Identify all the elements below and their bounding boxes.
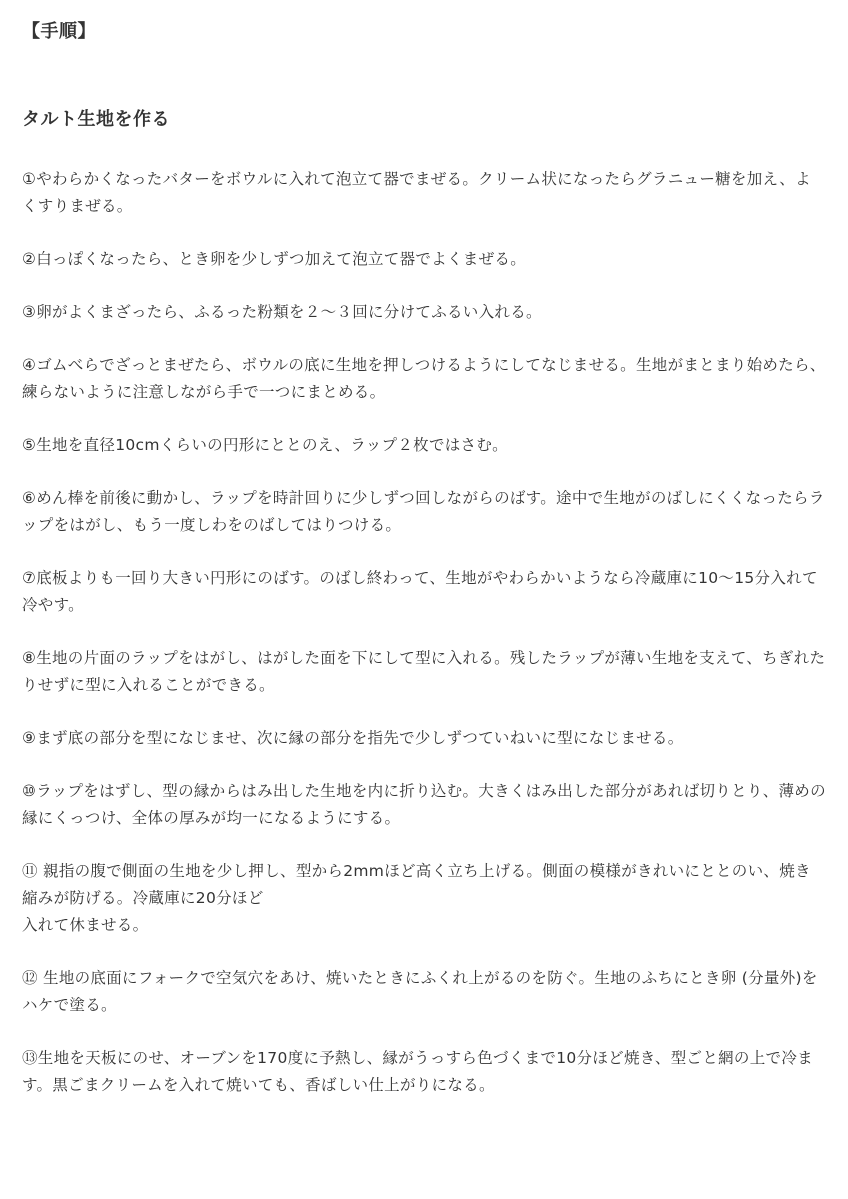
procedure-heading: 【手順】 [22,21,96,42]
step-5: ⑤生地を直径10cmくらいの円形にととのえ、ラップ２枚ではさむ。 [22,436,508,454]
step-7: ⑦底板よりも一回り大きい円形にのばす。のばし終わって、生地がやわらかいようなら冷蔵庫に10〜15分入れて冷やす。 [22,569,818,614]
step-13: ⑬生地を天板にのせ、オーブンを170度に予熱し、縁がうっすら色づくまで10分ほど焼き、型ごと網の上で冷ます。黒ごまクリームを入れて焼いても、香ばしい仕上がりになる。 [22,1049,813,1094]
step-6: ⑥めん棒を前後に動かし、ラップを時計回りに少しずつ回しながらのばす。途中で生地がのばしにくくなったらラップをはがし、もう一度しわをのばしてはりつける。 [22,489,825,534]
step-12: ⑫ 生地の底面にフォークで空気穴をあけ、焼いたときにふくれ上がるのを防ぐ。生地のふちにとき卵 (分量外)をハケで塗る。 [22,969,818,1014]
step-3: ③卵がよくまざったら、ふるった粉類を２〜３回に分けてふるい入れる。 [22,303,542,321]
step-11: ⑪ 親指の腹で側面の生地を少し押し、型から2mmほど高く立ち上げる。側面の模様がきれいにととのい、焼き縮みが防げる。冷蔵庫に20分ほど 入れて休ませる。 [22,862,811,934]
step-8: ⑧生地の片面のラップをはがし、はがした面を下にして型に入れる。残したラップが薄い生地を支えて、ちぎれたりせずに型に入れることができる。 [22,649,826,694]
section-title: タルト生地を作る [22,109,170,130]
step-2: ②白っぽくなったら、とき卵を少しずつ加えて泡立て器でよくまぜる。 [22,250,526,268]
step-list [22,166,826,1099]
step-9: ⑨まず底の部分を型になじませ、次に縁の部分を指先で少しずつていねいに型になじませる。 [22,729,684,747]
step-10: ⑩ラップをはずし、型の縁からはみ出した生地を内に折り込む。大きくはみ出した部分があれば切りとり、薄めの縁にくっつけ、全体の厚みが均一になるようにする。 [22,782,826,827]
step-1: ①やわらかくなったバターをボウルに入れて泡立て器でまぜる。クリーム状になったらグラニュー糖を加え、よくすりまぜる。 [22,170,811,215]
step-4: ④ゴムべらでざっとまぜたら、ボウルの底に生地を押しつけるようにしてなじませる。生地がまとまり始めたら、練らないように注意しながら手で一つにまとめる。 [22,356,826,401]
